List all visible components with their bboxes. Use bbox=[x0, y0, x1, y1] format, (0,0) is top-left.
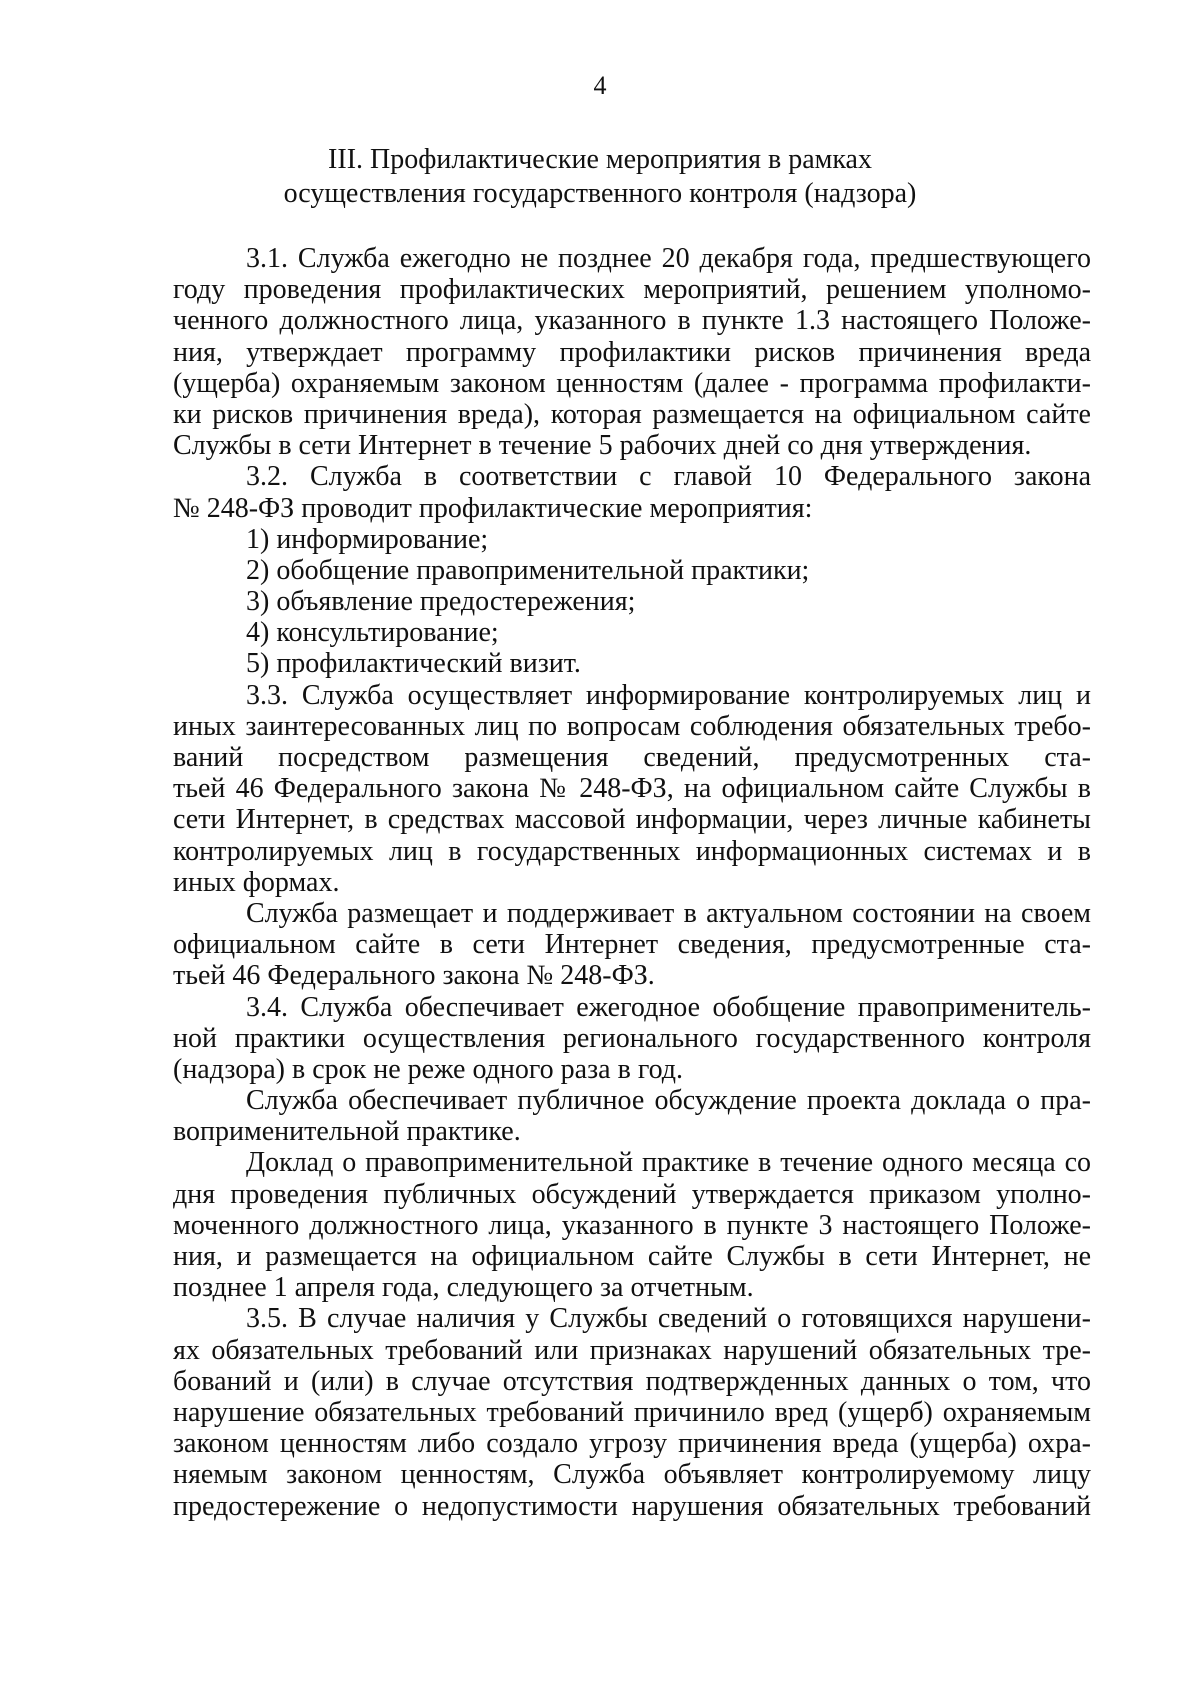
paragraph-line: ченного должностного лица, указанного в пункте 1.3 настоящего Положе- bbox=[173, 305, 1091, 337]
paragraph-line: моченного должностного лица, указанного в пункте 3 настоящего Положе- bbox=[173, 1209, 1091, 1241]
paragraph-line: нарушение обязательных требований причинило вред (ущерб) охраняемым bbox=[173, 1396, 1091, 1428]
paragraph bbox=[173, 648, 1091, 679]
paragraph-line: Доклад о правоприменительной практике в течение одного месяца со bbox=[246, 1147, 1091, 1179]
paragraph-line: воприменительной практике. bbox=[173, 1116, 521, 1148]
section-heading-line-2: осуществления государственного контроля (надзора) bbox=[283, 178, 917, 209]
paragraph-line: (ущерба) охраняемым законом ценностям (далее - программа профилакти- bbox=[173, 367, 1091, 399]
paragraph-line: Служба обеспечивает публичное обсуждение проекта доклада о пра- bbox=[246, 1085, 1091, 1117]
document-body bbox=[173, 243, 1091, 1522]
paragraph-line: 3) объявление предостережения; bbox=[246, 586, 636, 618]
paragraph-line: тьей 46 Федерального закона № 248-ФЗ. bbox=[173, 960, 655, 992]
paragraph-line: 4) консультирование; bbox=[246, 617, 499, 649]
paragraph-line: сети Интернет, в средствах массовой информации, через личные кабинеты bbox=[173, 804, 1091, 836]
section-heading-line-1: III. Профилактические мероприятия в рамках bbox=[328, 144, 872, 175]
paragraph bbox=[173, 555, 1091, 586]
paragraph-line: тьей 46 Федерального закона № 248-ФЗ, на официальном сайте Службы в bbox=[173, 773, 1091, 805]
paragraph bbox=[173, 461, 1091, 523]
paragraph bbox=[173, 992, 1091, 1086]
paragraph bbox=[173, 1147, 1091, 1303]
paragraph-line: няемым законом ценностям, Служба объявляет контролируемому лицу bbox=[173, 1459, 1091, 1491]
paragraph-line: законом ценностям либо создало угрозу причинения вреда (ущерба) охра- bbox=[173, 1428, 1091, 1460]
paragraph-line: (надзора) в срок не реже одного раза в год. bbox=[173, 1053, 684, 1085]
paragraph-line: контролируемых лиц в государственных информационных системах и в bbox=[173, 835, 1091, 867]
paragraph bbox=[173, 1085, 1091, 1147]
paragraph-line: 3.1. Служба ежегодно не позднее 20 декабря года, предшествующего bbox=[246, 243, 1091, 274]
paragraph bbox=[173, 680, 1091, 898]
paragraph-line: 3.5. В случае наличия у Службы сведений о готовящихся нарушени- bbox=[246, 1303, 1091, 1335]
paragraph-line: 2) обобщение правоприменительной практики; bbox=[246, 554, 810, 586]
paragraph-line: 3.2. Служба в соответствии с главой 10 Федерального закона bbox=[246, 461, 1091, 493]
paragraph-line: Служба размещает и поддерживает в актуальном состоянии на своем bbox=[246, 897, 1091, 929]
section-heading bbox=[0, 143, 1200, 211]
paragraph-line: предостережение о недопустимости нарушения обязательных требований bbox=[173, 1490, 1091, 1522]
paragraph-line: ной практики осуществления регионального государственного контроля bbox=[173, 1022, 1091, 1054]
paragraph-line: официальном сайте в сети Интернет сведения, предусмотренные ста- bbox=[173, 929, 1091, 961]
paragraph-line: иных заинтересованных лиц по вопросам соблюдения обязательных требо- bbox=[173, 710, 1091, 742]
paragraph bbox=[173, 524, 1091, 555]
page-number: 4 bbox=[593, 71, 607, 100]
paragraph-line: ях обязательных требований или признаках нарушений обязательных тре- bbox=[173, 1334, 1091, 1366]
paragraph bbox=[173, 898, 1091, 992]
paragraph-line: бований и (или) в случае отсутствия подтвержденных данных о том, что bbox=[173, 1365, 1091, 1397]
paragraph-line: позднее 1 апреля года, следующего за отчетным. bbox=[173, 1272, 754, 1304]
paragraph-line: 3.4. Служба обеспечивает ежегодное обобщение правоприменитель- bbox=[246, 991, 1091, 1023]
paragraph bbox=[173, 586, 1091, 617]
paragraph-line: дня проведения публичных обсуждений утверждается приказом уполно- bbox=[173, 1178, 1091, 1210]
paragraph-line: ния, утверждает программу профилактики рисков причинения вреда bbox=[173, 336, 1091, 368]
paragraph-line: № 248-ФЗ проводит профилактические мероприятия: bbox=[173, 492, 813, 524]
paragraph-line: ния, и размещается на официальном сайте Службы в сети Интернет, не bbox=[173, 1241, 1091, 1272]
paragraph-line: году проведения профилактических мероприятий, решением уполномо- bbox=[173, 274, 1091, 306]
paragraph bbox=[173, 1303, 1091, 1521]
paragraph-line: Службы в сети Интернет в течение 5 рабочих дней со дня утверждения. bbox=[173, 430, 1032, 462]
paragraph bbox=[173, 617, 1091, 648]
paragraph-line: 5) профилактический визит. bbox=[246, 648, 581, 680]
paragraph bbox=[173, 243, 1091, 461]
paragraph-line: иных формах. bbox=[173, 866, 340, 898]
paragraph-line: ваний посредством размещения сведений, предусмотренных ста- bbox=[173, 742, 1091, 773]
paragraph-line: 1) информирование; bbox=[246, 523, 489, 555]
paragraph-line: ки рисков причинения вреда), которая размещается на официальном сайте bbox=[173, 398, 1091, 430]
paragraph-line: 3.3. Служба осуществляет информирование контролируемых лиц и bbox=[246, 679, 1091, 711]
